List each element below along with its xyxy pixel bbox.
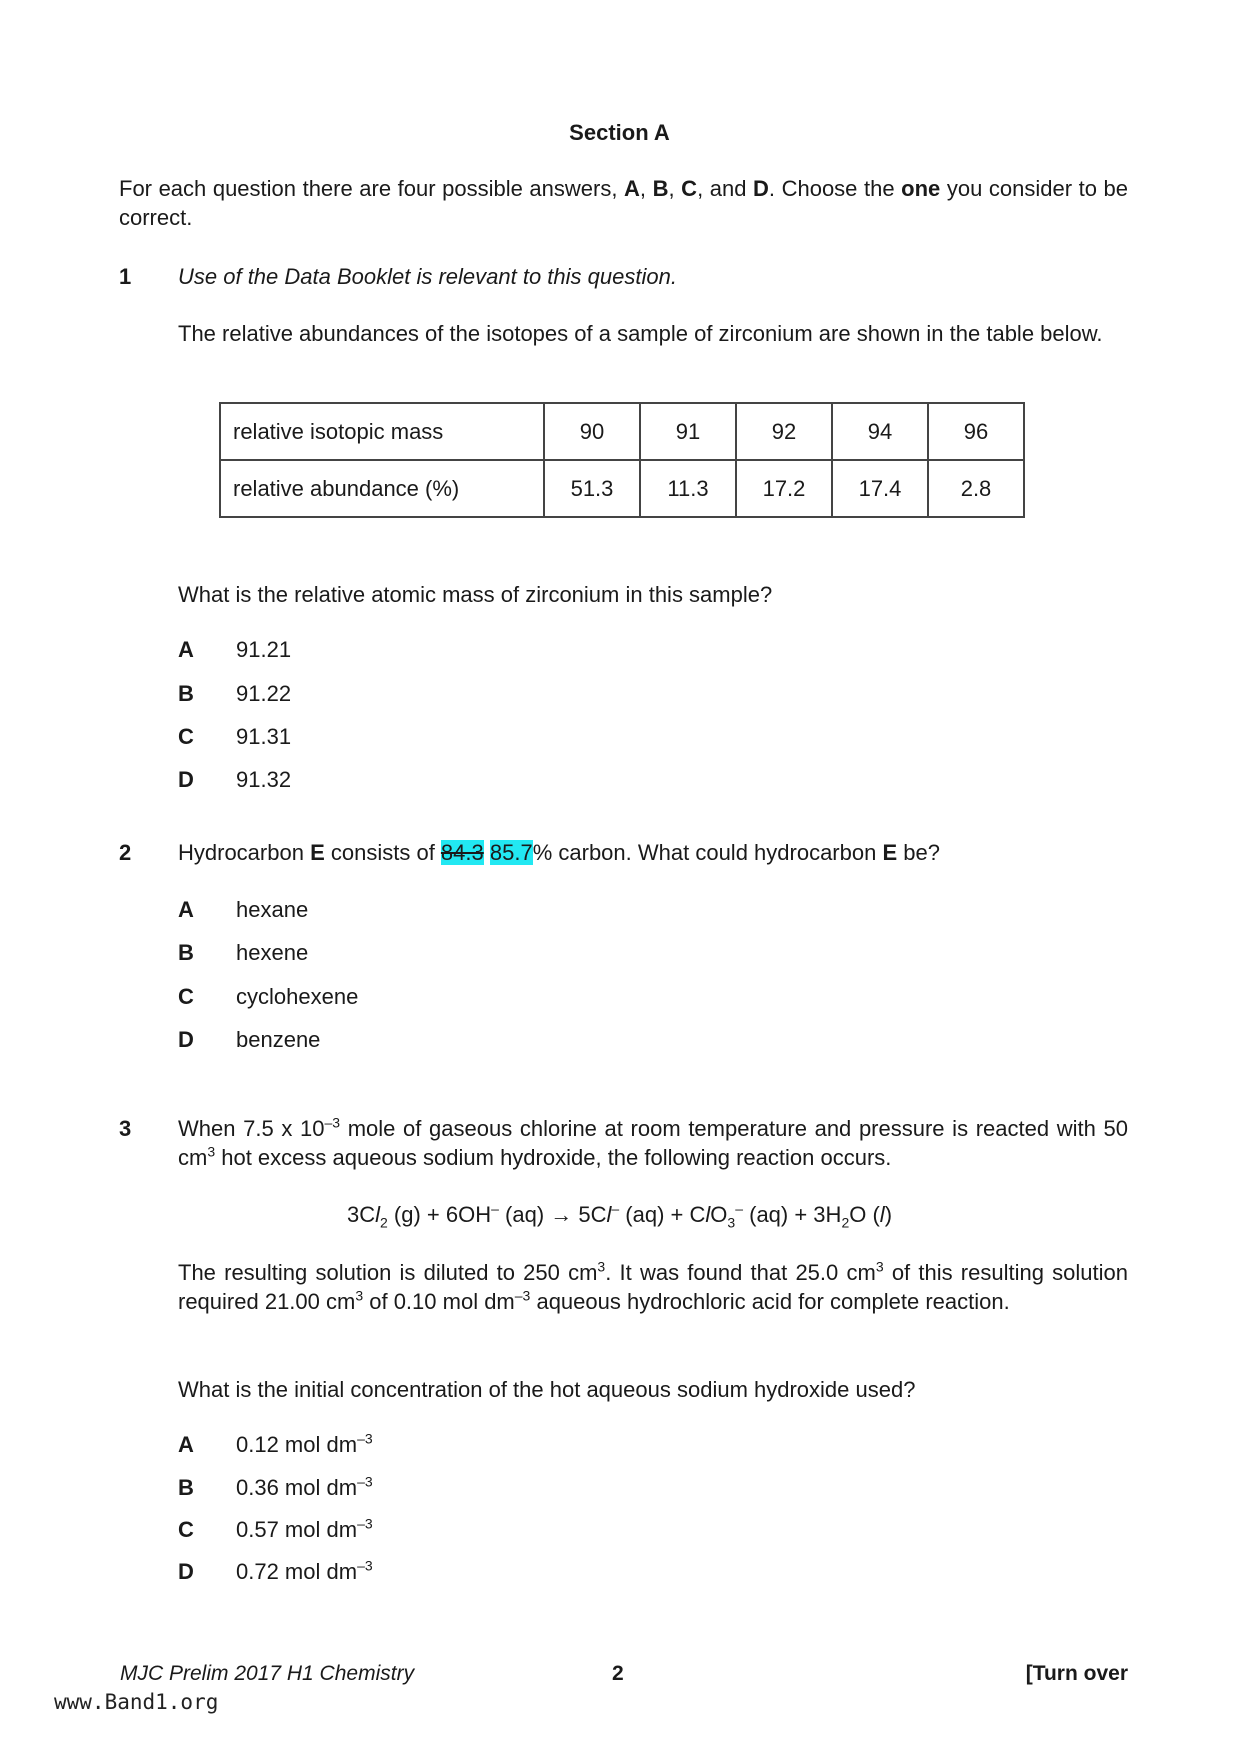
q2-option-a[interactable]: hexane bbox=[236, 897, 309, 922]
question-number-2: 2 bbox=[119, 840, 132, 865]
option-text: 0.57 mol dm bbox=[236, 1517, 358, 1542]
separator: , bbox=[668, 176, 682, 201]
eq-part: (aq) + 3H bbox=[743, 1202, 842, 1227]
exponent: 3 bbox=[875, 1258, 884, 1275]
page-number: 2 bbox=[612, 1662, 624, 1685]
q1-note: Use of the Data Booklet is relevant to this question. bbox=[178, 264, 677, 289]
q2-option-a-letter: A bbox=[178, 897, 194, 922]
turn-over-label: [Turn over bbox=[1025, 1662, 1128, 1685]
eq-part: (g) + 6OH bbox=[387, 1202, 492, 1227]
q2-text: be? bbox=[897, 840, 940, 865]
eq-superscript: – bbox=[735, 1200, 743, 1217]
exponent: 3 bbox=[207, 1143, 216, 1160]
eq-part: ) bbox=[884, 1202, 893, 1227]
q1-option-d[interactable]: 91.32 bbox=[236, 767, 292, 792]
option-text: 0.12 mol dm bbox=[236, 1432, 358, 1457]
separator: , bbox=[639, 176, 653, 201]
option-letter-a: A bbox=[624, 176, 640, 201]
eq-part: O bbox=[710, 1202, 728, 1227]
q3-option-b[interactable] bbox=[236, 1475, 373, 1501]
question-number-3: 3 bbox=[119, 1116, 132, 1141]
hydrocarbon-e: E bbox=[882, 840, 898, 865]
q2-option-c-letter: C bbox=[178, 984, 194, 1009]
eq-part: (aq) + C bbox=[619, 1202, 706, 1227]
q2-text: % carbon. What could hydrocarbon bbox=[532, 840, 883, 865]
table-cell: 91 bbox=[640, 403, 736, 460]
struck-value: 84.3 bbox=[440, 840, 484, 865]
eq-part: O ( bbox=[849, 1202, 880, 1227]
table-cell: 92 bbox=[736, 403, 832, 460]
table-cell: 17.4 bbox=[832, 460, 928, 517]
table-cell: 96 bbox=[928, 403, 1024, 460]
table-cell: 2.8 bbox=[928, 460, 1024, 517]
q1-option-d-letter: D bbox=[178, 767, 194, 792]
table-cell: 17.2 bbox=[736, 460, 832, 517]
q3-text: of this resulting solution required 21.00 cm bbox=[178, 1260, 1128, 1314]
exponent: –3 bbox=[357, 1557, 373, 1574]
exponent: –3 bbox=[324, 1114, 341, 1131]
q3-text: mole of gaseous chlorine at room temperature and pressure is reacted with 50 cm bbox=[178, 1116, 1128, 1170]
table-cell: 94 bbox=[832, 403, 928, 460]
separator: , and bbox=[697, 176, 754, 201]
eq-part: l bbox=[705, 1202, 711, 1227]
table-row-label: relative isotopic mass bbox=[220, 403, 544, 460]
table-row bbox=[220, 403, 1024, 460]
eq-subscript: 2 bbox=[380, 1214, 388, 1231]
q3-paragraph-2 bbox=[178, 1258, 1128, 1316]
option-letter-c: C bbox=[681, 176, 698, 201]
option-text: 0.72 mol dm bbox=[236, 1559, 358, 1584]
eq-superscript: – bbox=[611, 1200, 620, 1217]
q3-question: What is the initial concentration of the hot aqueous sodium hydroxide used? bbox=[178, 1377, 916, 1402]
q1-question: What is the relative atomic mass of zirconium in this sample? bbox=[178, 582, 773, 607]
footer-exam-title: MJC Prelim 2017 H1 Chemistry bbox=[120, 1662, 415, 1685]
q3-text: of 0.10 mol dm bbox=[363, 1289, 515, 1314]
q2-option-d[interactable]: benzene bbox=[236, 1027, 321, 1052]
exponent: 3 bbox=[355, 1287, 364, 1304]
table-row bbox=[220, 460, 1024, 517]
q3-paragraph-1 bbox=[178, 1114, 1128, 1172]
table-cell: 90 bbox=[544, 403, 640, 460]
q3-text: The resulting solution is diluted to 250 cm bbox=[178, 1260, 598, 1285]
q3-option-d[interactable] bbox=[236, 1559, 373, 1585]
q2-option-b-letter: B bbox=[178, 940, 194, 965]
eq-part: l bbox=[879, 1202, 885, 1227]
table-cell: 11.3 bbox=[640, 460, 736, 517]
section-title: Section A bbox=[569, 120, 670, 145]
instructions-text: For each question there are four possible answers, bbox=[119, 176, 625, 201]
eq-superscript: – bbox=[491, 1200, 499, 1217]
exponent: –3 bbox=[514, 1287, 531, 1304]
exponent: –3 bbox=[357, 1430, 373, 1447]
q3-option-c[interactable] bbox=[236, 1517, 373, 1543]
q3-option-c-letter: C bbox=[178, 1517, 194, 1542]
option-letter-d: D bbox=[753, 176, 769, 201]
q3-option-a[interactable] bbox=[236, 1432, 373, 1458]
q3-text: hot excess aqueous sodium hydroxide, the following reaction occurs. bbox=[215, 1145, 892, 1170]
option-letter-b: B bbox=[652, 176, 669, 201]
instructions-text: . Choose the bbox=[768, 176, 902, 201]
q1-intro: The relative abundances of the isotopes of a sample of zirconium are shown in the table below. bbox=[178, 321, 1103, 346]
q3-option-a-letter: A bbox=[178, 1432, 194, 1457]
eq-subscript: 2 bbox=[841, 1214, 850, 1231]
q3-text: . It was found that 25.0 cm bbox=[605, 1260, 876, 1285]
q2-text: Hydrocarbon bbox=[178, 840, 311, 865]
q3-option-b-letter: B bbox=[178, 1475, 194, 1500]
table-row-label: relative abundance (%) bbox=[220, 460, 544, 517]
isotope-table bbox=[219, 402, 1025, 518]
emphasis-one: one bbox=[901, 176, 941, 201]
q2-option-b[interactable]: hexene bbox=[236, 940, 309, 965]
q2-option-c[interactable]: cyclohexene bbox=[236, 984, 359, 1009]
q3-text: aqueous hydrochloric acid for complete reaction. bbox=[530, 1289, 1010, 1314]
instructions bbox=[119, 174, 1128, 232]
eq-part: 3C bbox=[346, 1202, 376, 1227]
q1-option-b[interactable]: 91.22 bbox=[236, 681, 292, 706]
q2-stem bbox=[178, 840, 940, 866]
q1-option-b-letter: B bbox=[178, 681, 194, 706]
exponent: –3 bbox=[357, 1473, 373, 1490]
hydrocarbon-e: E bbox=[310, 840, 325, 865]
q2-text: consists of bbox=[324, 840, 441, 865]
instructions-text: you consider to be correct. bbox=[119, 176, 1128, 230]
table-cell: 51.3 bbox=[544, 460, 640, 517]
eq-part: l bbox=[375, 1202, 380, 1227]
option-text: 0.36 mol dm bbox=[236, 1475, 358, 1500]
exponent: –3 bbox=[357, 1515, 373, 1532]
reaction-equation bbox=[0, 1200, 1239, 1231]
eq-part: l bbox=[606, 1202, 612, 1227]
eq-part: (aq) → 5C bbox=[498, 1202, 607, 1227]
q2-option-d-letter: D bbox=[178, 1027, 194, 1052]
highlighted-value: 85.7 bbox=[489, 840, 533, 865]
q1-option-c-letter: C bbox=[178, 724, 194, 749]
exponent: 3 bbox=[597, 1258, 606, 1275]
question-number-1: 1 bbox=[119, 264, 132, 289]
q1-option-a[interactable]: 91.21 bbox=[236, 637, 292, 662]
q1-option-c[interactable]: 91.31 bbox=[236, 724, 292, 749]
q3-text: When 7.5 x 10 bbox=[178, 1116, 325, 1141]
eq-subscript: 3 bbox=[727, 1214, 736, 1231]
watermark: www.Band1.org bbox=[54, 1690, 219, 1714]
q3-option-d-letter: D bbox=[178, 1559, 194, 1584]
q1-option-a-letter: A bbox=[178, 637, 194, 662]
